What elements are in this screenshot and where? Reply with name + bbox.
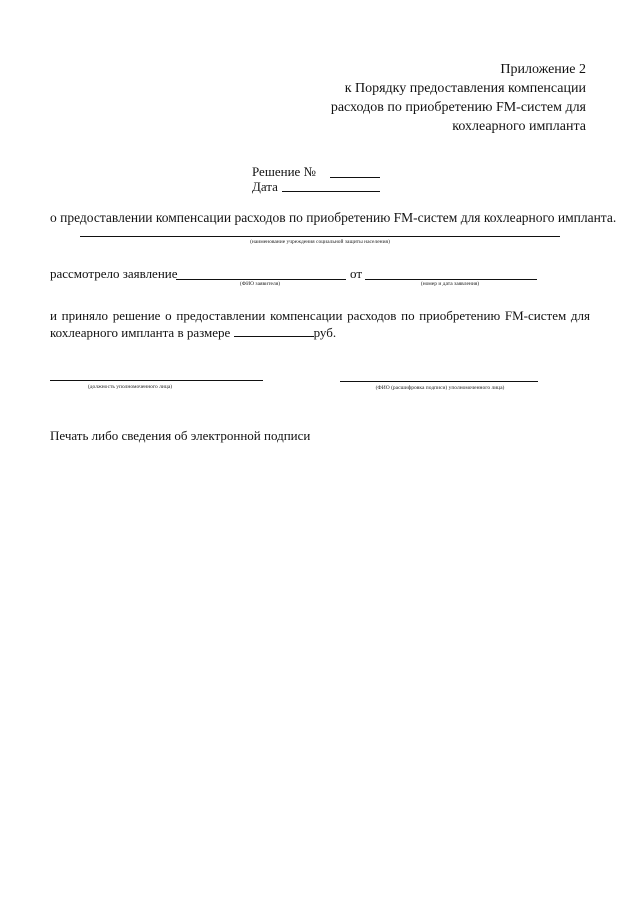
application-from-label: от — [350, 266, 363, 281]
decision-body-line-2 — [50, 325, 336, 341]
appendix-ref-line-1: к Порядку предоставления компенсации — [344, 81, 586, 96]
appendix-ref-line-2: расходов по приобретению FM-систем для — [330, 100, 586, 115]
amount-field — [234, 326, 314, 337]
decision-subject: о предоставлении компенсации расходов по приобретению FM-систем для кохлеарного импланта. — [50, 210, 617, 225]
signatory-name-caption: (ФИО (расшифровка подписи) уполномоченного лица) — [375, 385, 505, 391]
institution-caption: (наименование учреждения социальной защиты населения) — [250, 239, 390, 245]
decision-number-label: Решение № — [252, 164, 316, 179]
decision-date-field — [282, 191, 380, 192]
decision-body-line-1: и приняло решение о предоставлении компенсации расходов по приобретению FM-систем для — [50, 308, 590, 323]
stamp-note: Печать либо сведения об электронной подписи — [50, 428, 311, 443]
position-caption: (должность уполномоченного лица) — [87, 384, 173, 390]
signatory-name-field — [340, 381, 538, 382]
number-date-caption: (номер и дата заявления) — [420, 281, 480, 287]
applicant-caption: (ФИО заявителя) — [239, 281, 281, 287]
appendix-ref-line-3: кохлеарного импланта — [452, 119, 586, 134]
amount-label: кохлеарного импланта в размере — [50, 325, 231, 340]
currency-label: руб. — [313, 325, 337, 340]
application-number-date-field — [365, 279, 537, 280]
decision-number-field — [330, 177, 380, 178]
institution-field — [80, 236, 560, 237]
applicant-name-field — [176, 279, 346, 280]
application-label: рассмотрело заявление — [50, 266, 178, 281]
decision-date-label: Дата — [252, 179, 278, 194]
position-field — [50, 380, 263, 381]
appendix-title: Приложение 2 — [500, 62, 586, 77]
